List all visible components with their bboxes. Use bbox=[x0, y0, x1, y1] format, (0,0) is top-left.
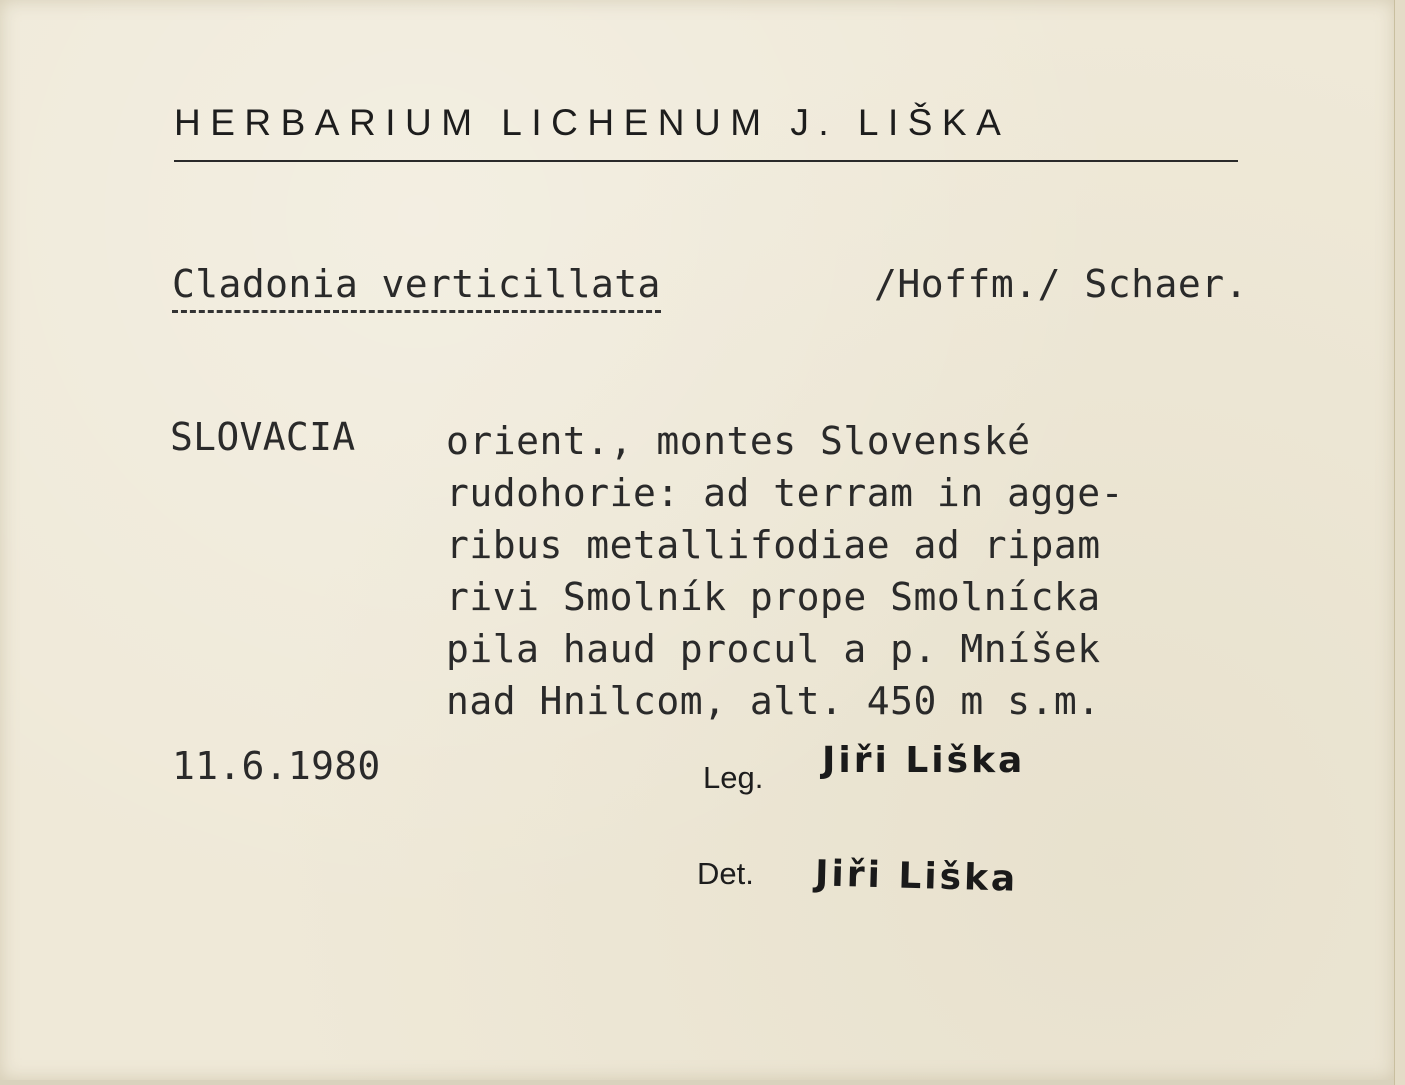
locality-country: SLOVACIA bbox=[170, 415, 356, 459]
taxon-author: /Hoffm./ Schaer. bbox=[874, 262, 1249, 306]
herbarium-header: HERBARIUM LICHENUM J. LIŠKA bbox=[174, 102, 1011, 143]
taxon-name: Cladonia verticillata bbox=[172, 262, 661, 313]
leg-label: Leg. bbox=[703, 760, 764, 795]
header-divider bbox=[174, 160, 1238, 162]
determiner-name-stamp: Jiři Liška bbox=[814, 853, 1019, 900]
locality-description: orient., montes Slovenské rudohorie: ad terram in agge- ribus metallifodiae ad ripam rivi Smolník prope Smolnícka pila haud procul a p. Mníšek nad Hnilcom, alt. 450 m s.m. bbox=[446, 419, 1124, 723]
card-edge bbox=[1394, 0, 1405, 1085]
det-label: Det. bbox=[697, 856, 754, 891]
collection-date: 11.6.1980 bbox=[172, 744, 381, 788]
collector-name-stamp: Jiři Liška bbox=[822, 740, 1026, 781]
